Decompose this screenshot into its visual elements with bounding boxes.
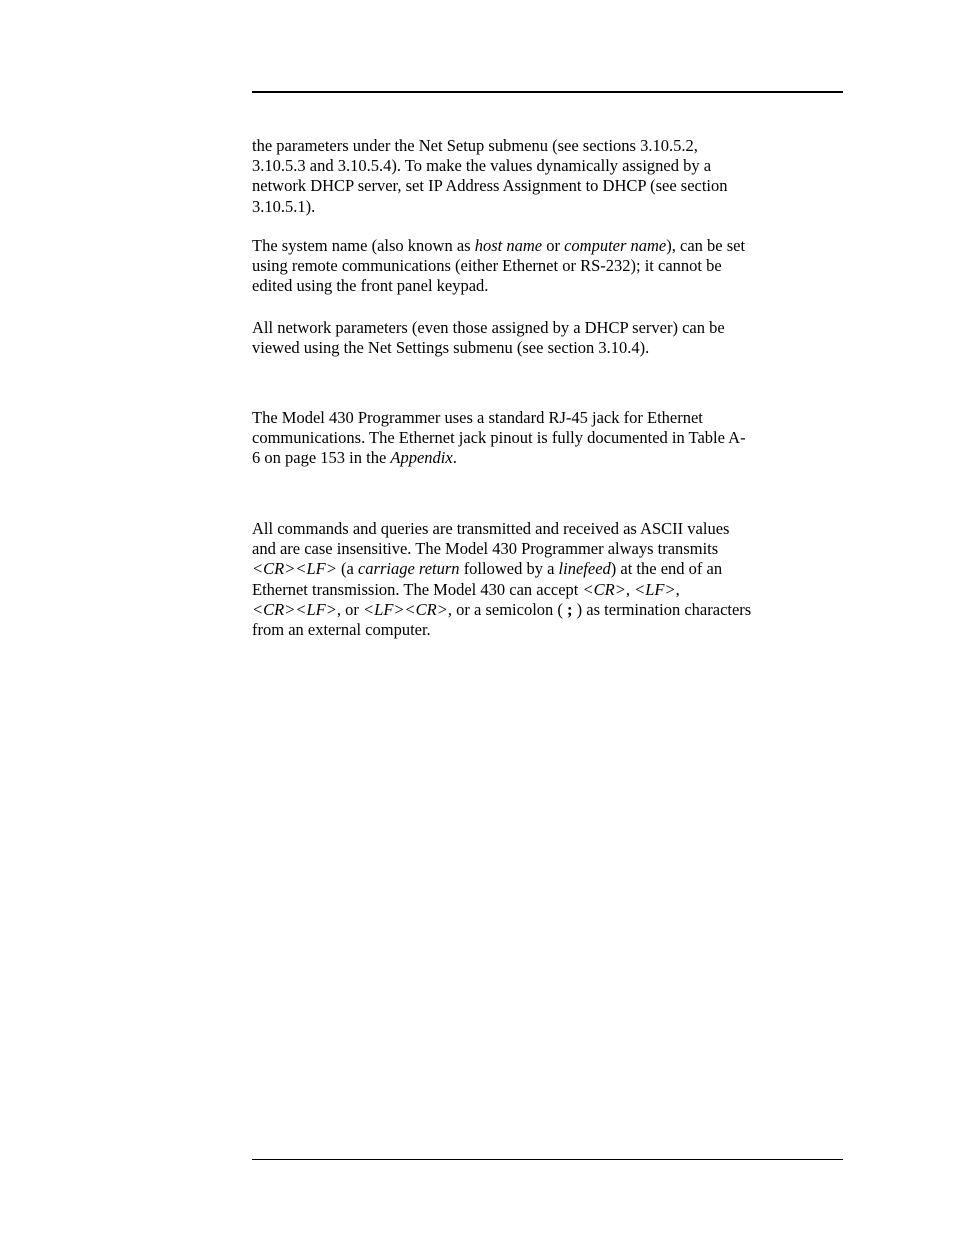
text-run: , bbox=[675, 579, 680, 599]
text-line bbox=[252, 559, 852, 579]
italic-term: <LF><CR>, bbox=[363, 599, 453, 619]
text-run: , or bbox=[336, 599, 364, 619]
text-run: The system name (also known as bbox=[252, 236, 475, 255]
text-run: . bbox=[452, 448, 457, 468]
text-line: All network parameters (even those assigned by a DHCP server) can be bbox=[252, 318, 725, 337]
italic-term: linefeed bbox=[558, 559, 611, 579]
text-run: ) at the end of an bbox=[610, 559, 723, 579]
text-line bbox=[252, 580, 852, 600]
text-run: (a bbox=[336, 559, 358, 579]
footer-rule bbox=[252, 1159, 843, 1160]
text-run: ) as termination characters bbox=[572, 599, 752, 619]
net-setup-paragraph bbox=[252, 136, 852, 217]
text-line: 3.10.5.1). bbox=[252, 196, 316, 216]
text-line: 3.10.5.3 and 3.10.5.4). To make the values dynamically assigned by a bbox=[252, 156, 712, 176]
text-line: network DHCP server, set IP Address Assignment to DHCP (see section bbox=[252, 176, 728, 196]
text-run: ), can be set bbox=[666, 236, 746, 255]
italic-term: <CR><LF> bbox=[252, 559, 337, 579]
text-line: The Model 430 Programmer uses a standard RJ-45 jack for Ethernet bbox=[252, 408, 703, 427]
system-name-paragraph bbox=[252, 236, 852, 297]
text-run: 6 on page 153 in the bbox=[252, 448, 391, 468]
italic-term: Appendix bbox=[390, 448, 453, 468]
italic-term: <CR> bbox=[582, 579, 626, 599]
text-run: Ethernet transmission. The Model 430 can accept bbox=[252, 579, 583, 599]
italic-term: host name bbox=[474, 236, 543, 255]
text-line: the parameters under the Net Setup submenu (see sections 3.10.5.2, bbox=[252, 136, 698, 155]
text-line: edited using the front panel keypad. bbox=[252, 276, 489, 296]
text-run: or bbox=[542, 236, 565, 255]
italic-term: <CR><LF> bbox=[252, 599, 337, 619]
text-line: All commands and queries are transmitted and received as ASCII values bbox=[252, 519, 730, 538]
text-line bbox=[252, 448, 852, 468]
text-run: or a semicolon ( bbox=[452, 599, 568, 619]
net-settings-paragraph bbox=[252, 318, 852, 358]
text-line: from an external computer. bbox=[252, 620, 431, 640]
text-line: communications. The Ethernet jack pinout is fully documented in Table A- bbox=[252, 428, 746, 448]
text-line: viewed using the Net Settings submenu (see section 3.10.4). bbox=[252, 338, 650, 358]
text-line bbox=[252, 600, 852, 620]
text-line bbox=[252, 236, 852, 256]
termination-paragraph bbox=[252, 519, 852, 640]
header-rule bbox=[252, 91, 843, 93]
italic-term: carriage return bbox=[357, 559, 460, 579]
connector-paragraph bbox=[252, 408, 852, 469]
italic-term: <LF> bbox=[634, 579, 676, 599]
text-run: followed by a bbox=[459, 559, 559, 579]
text-run: , bbox=[625, 579, 635, 599]
text-line: and are case insensitive. The Model 430 Programmer always transmits bbox=[252, 539, 719, 559]
bold-term: ; bbox=[567, 599, 573, 619]
italic-term: computer name bbox=[564, 236, 667, 255]
text-line: using remote communications (either Ethernet or RS-232); it cannot be bbox=[252, 256, 722, 276]
